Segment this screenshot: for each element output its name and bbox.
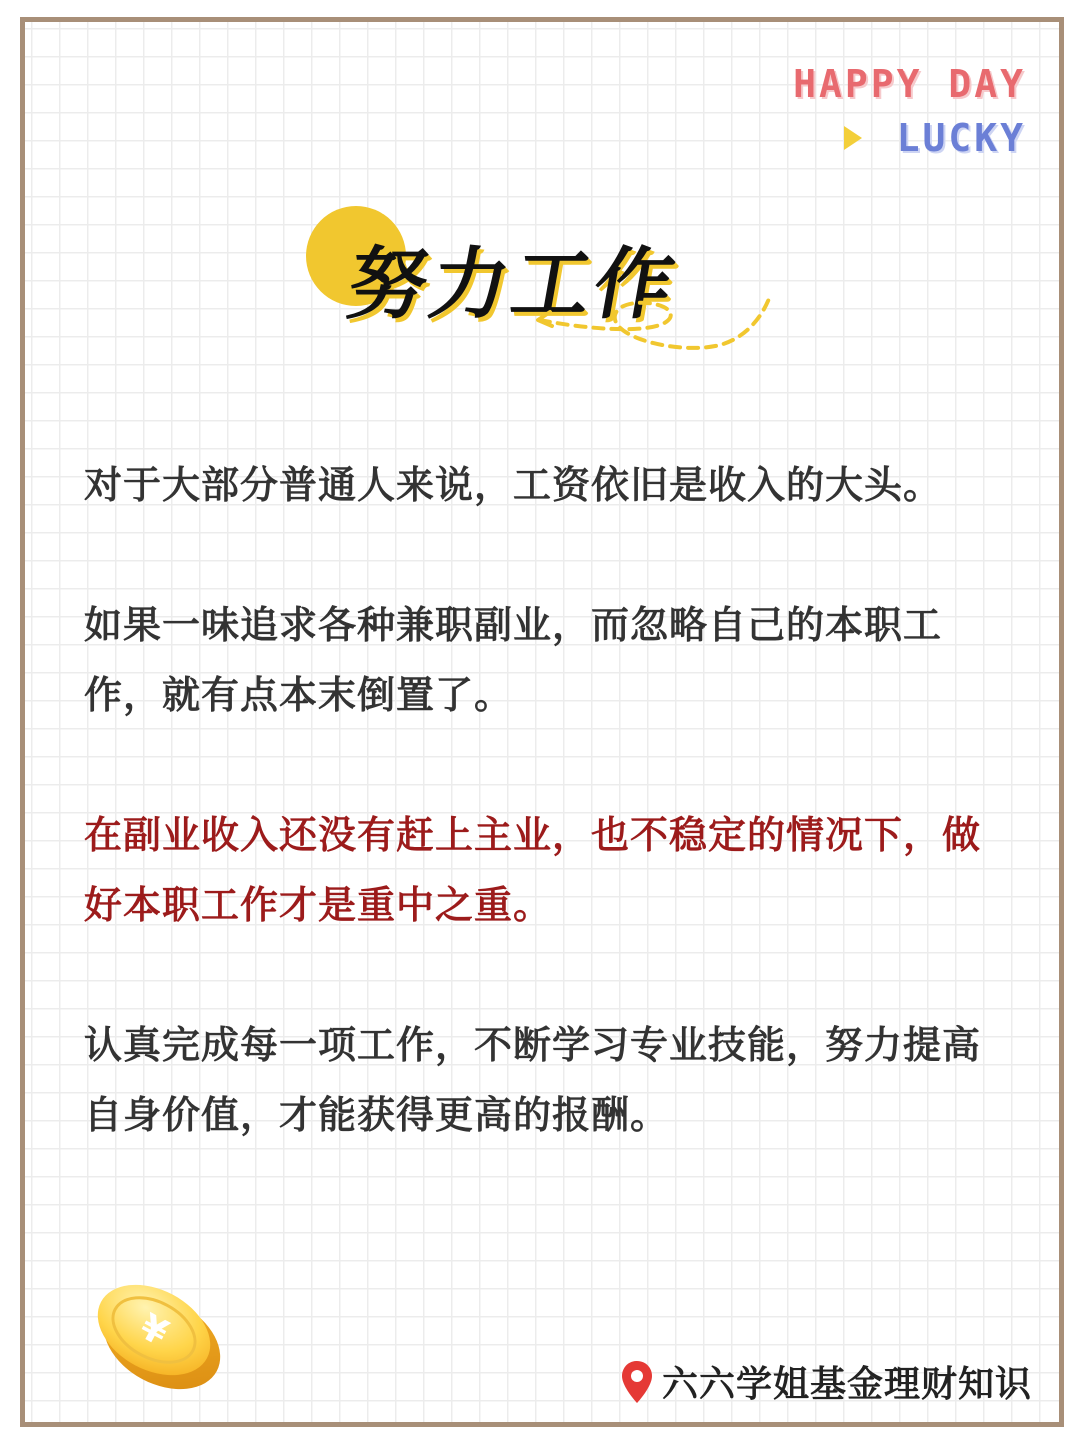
account-name: 六六学姐基金理财知识 [661, 1364, 1032, 1405]
play-triangle-icon [844, 126, 862, 150]
article-body [84, 450, 1004, 1150]
paragraph-1: 对于大部分普通人来说，工资依旧是收入的大头。 [84, 463, 943, 507]
lucky-label: LUCKY [896, 116, 1026, 160]
page-title: 努力工作 [340, 240, 685, 330]
paragraph-2: 如果一味追求各种兼职副业，而忽略自己的本职工作，就有点本末倒置了。 [84, 603, 943, 717]
dashed-swirl-arrow-icon [530, 290, 780, 365]
svg-text:¥: ¥ [133, 1306, 175, 1355]
account-footer [620, 1356, 1032, 1407]
location-pin-icon [620, 1359, 654, 1405]
yuan-coin-icon [86, 1274, 231, 1394]
happy-day-label: HAPPY DAY [793, 62, 1026, 106]
paragraph-3-highlight: 在副业收入还没有赶上主业，也不稳定的情况下，做好本职工作才是重中之重。 [84, 813, 982, 927]
paragraph-4: 认真完成每一项工作，不断学习专业技能，努力提高自身价值，才能获得更高的报酬。 [84, 1023, 982, 1137]
